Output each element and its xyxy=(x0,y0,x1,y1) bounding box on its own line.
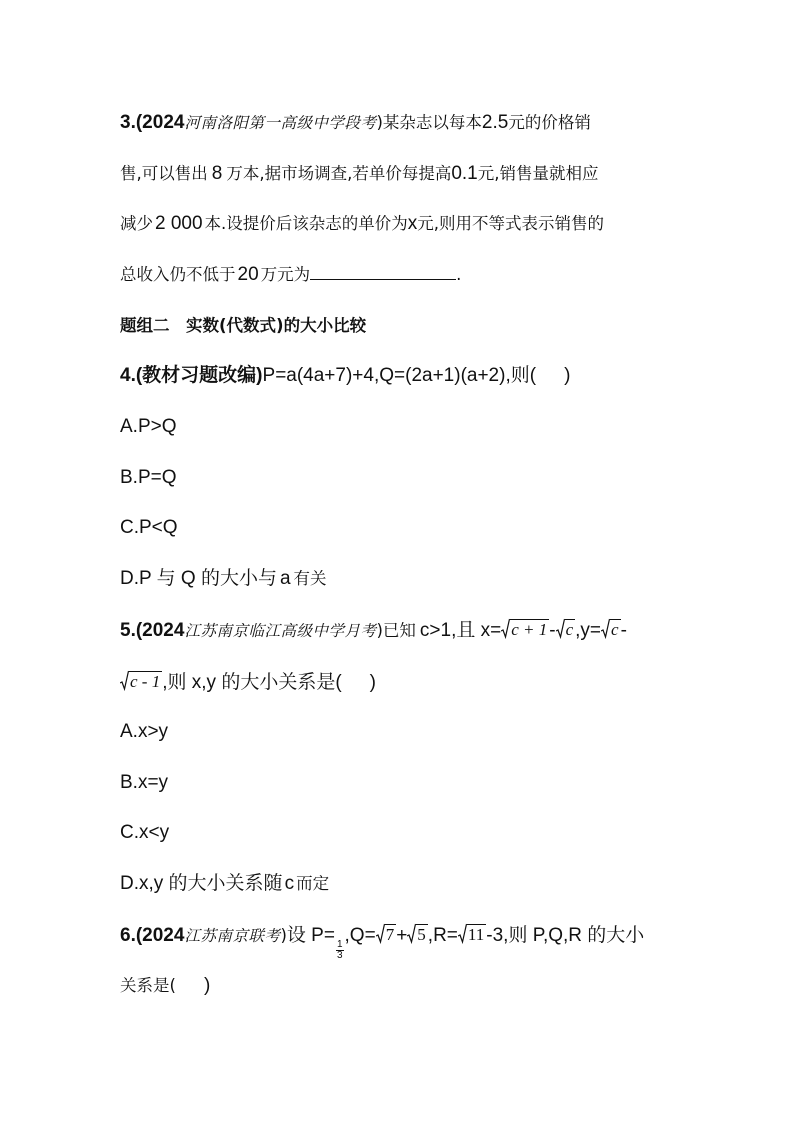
q4-stem xyxy=(120,364,680,388)
q5-text: 已知 xyxy=(382,621,416,640)
q3-text: 减少 xyxy=(120,214,153,233)
q3-text: 元,则用不等式表示销售的 xyxy=(417,214,605,233)
q5-paren-close: ) xyxy=(369,672,376,693)
q6-text: ,R= xyxy=(427,925,458,946)
sqrt-expression: 5 xyxy=(407,923,428,944)
q5-number: 5.(2024 xyxy=(120,620,185,641)
q6-source: 江苏南京联考 xyxy=(184,927,281,945)
sqrt-expression: c + 1 xyxy=(501,618,549,639)
q3-text: 元,销售量就相应 xyxy=(477,164,599,183)
q5-option-d-text: D.x,y 的大小关系随 xyxy=(120,873,283,894)
q3-year: (2024 xyxy=(135,112,185,133)
q6-text: 设 P= xyxy=(286,925,335,946)
q3-text: . xyxy=(456,265,462,284)
q5-text: ,且 x= xyxy=(451,620,502,641)
q5-text: ,y= xyxy=(575,620,602,641)
q3-line-2 xyxy=(120,162,680,186)
q3-step: 0.1 xyxy=(451,163,478,184)
q6-paren-close: ) xyxy=(203,975,211,996)
q3-sold: 8 xyxy=(211,163,223,184)
q3-income: 20 xyxy=(237,264,259,285)
q3-text: 本.设提价后该杂志的单价为 xyxy=(204,214,408,233)
q5-option-a[interactable]: A.x>y xyxy=(120,721,169,742)
q3-number: 3. xyxy=(120,112,136,133)
q3-var-x: x xyxy=(407,213,418,234)
q3-text: 万元为 xyxy=(260,265,311,284)
q4-option-d[interactable] xyxy=(120,567,680,591)
q4-option-d-text: D.P 与 Q 的大小与 xyxy=(120,568,277,589)
q3-text: 总收入仍不低于 xyxy=(120,265,236,284)
q5-line-1: 5.(2024江苏南京临江高级中学月考)已知 c>1,且 x= c + 1 - c ,y= c - xyxy=(120,620,627,641)
sqrt-expression: c xyxy=(556,618,576,639)
q3-text: 万本,据市场调查,若单价每提高 xyxy=(226,164,452,183)
q4-expression: P=a(4a+7)+4,Q=(2a+1)(a+2),则( xyxy=(262,365,537,386)
q5-option-c[interactable]: C.x<y xyxy=(120,822,170,843)
q5-line-2 xyxy=(120,670,680,695)
q6-text: 关系是( xyxy=(120,976,176,995)
q5-option-d-var: c xyxy=(284,873,295,894)
q5-condition: c>1 xyxy=(419,620,452,641)
fraction: $\frac{1}{3}$ xyxy=(336,939,343,961)
q3-source: 河南洛阳第一高级中学段考 xyxy=(184,114,377,132)
q3-text: 售,可以售出 xyxy=(120,164,208,183)
sqrt-expression: c xyxy=(601,618,621,639)
sqrt-expression: c - 1 xyxy=(120,670,162,691)
q5-option-b[interactable]: B.x=y xyxy=(120,772,169,793)
q4-option-d-var: a xyxy=(279,568,291,589)
sqrt-expression: 11 xyxy=(458,923,486,944)
q3-line-1 xyxy=(120,111,680,135)
q6-line-1: 6.(2024江苏南京联考)设 P= $\frac{1}{3}$ ,Q= 7 + 5 ,R= 11 -3,则 P,Q,R 的大小 xyxy=(120,925,645,961)
q3-decrease: 2 000 xyxy=(155,213,203,234)
q3-price: 2.5 xyxy=(481,112,509,133)
q5-text: ,则 x,y 的大小关系是( xyxy=(162,672,342,693)
q4-option-b[interactable]: B.P=Q xyxy=(120,467,177,488)
answer-blank[interactable] xyxy=(310,263,456,280)
q4-option-c[interactable]: C.P<Q xyxy=(120,517,178,538)
q4-option-a[interactable]: A.P>Q xyxy=(120,416,177,437)
q5-option-d-text: 而定 xyxy=(296,874,330,893)
q5-option-d[interactable] xyxy=(120,872,680,896)
q3-text: 某杂志以每本 xyxy=(382,113,482,132)
q4-number: 4.(教材习题改编) xyxy=(120,365,263,386)
q3-line-4 xyxy=(120,263,680,287)
q5-source: 江苏南京临江高级中学月考 xyxy=(184,622,377,640)
q6-line-2 xyxy=(120,974,680,998)
q6-number: 6.(2024 xyxy=(120,925,185,946)
q5-source-close: ) xyxy=(376,621,383,640)
q4-option-d-text: 有关 xyxy=(293,569,327,588)
q3-source-close: ) xyxy=(376,113,383,132)
q6-text: ,Q= xyxy=(344,925,376,946)
q6-source-close: ) xyxy=(280,926,287,945)
q3-text: 元的价格销 xyxy=(508,113,591,132)
q4-paren-close: ) xyxy=(564,365,571,386)
q6-text: -3,则 P,Q,R 的大小 xyxy=(486,925,645,946)
q3-line-3 xyxy=(120,212,680,236)
sqrt-expression: 7 xyxy=(376,923,397,944)
group-heading: 题组二 实数(代数式)的大小比较 xyxy=(120,316,367,335)
